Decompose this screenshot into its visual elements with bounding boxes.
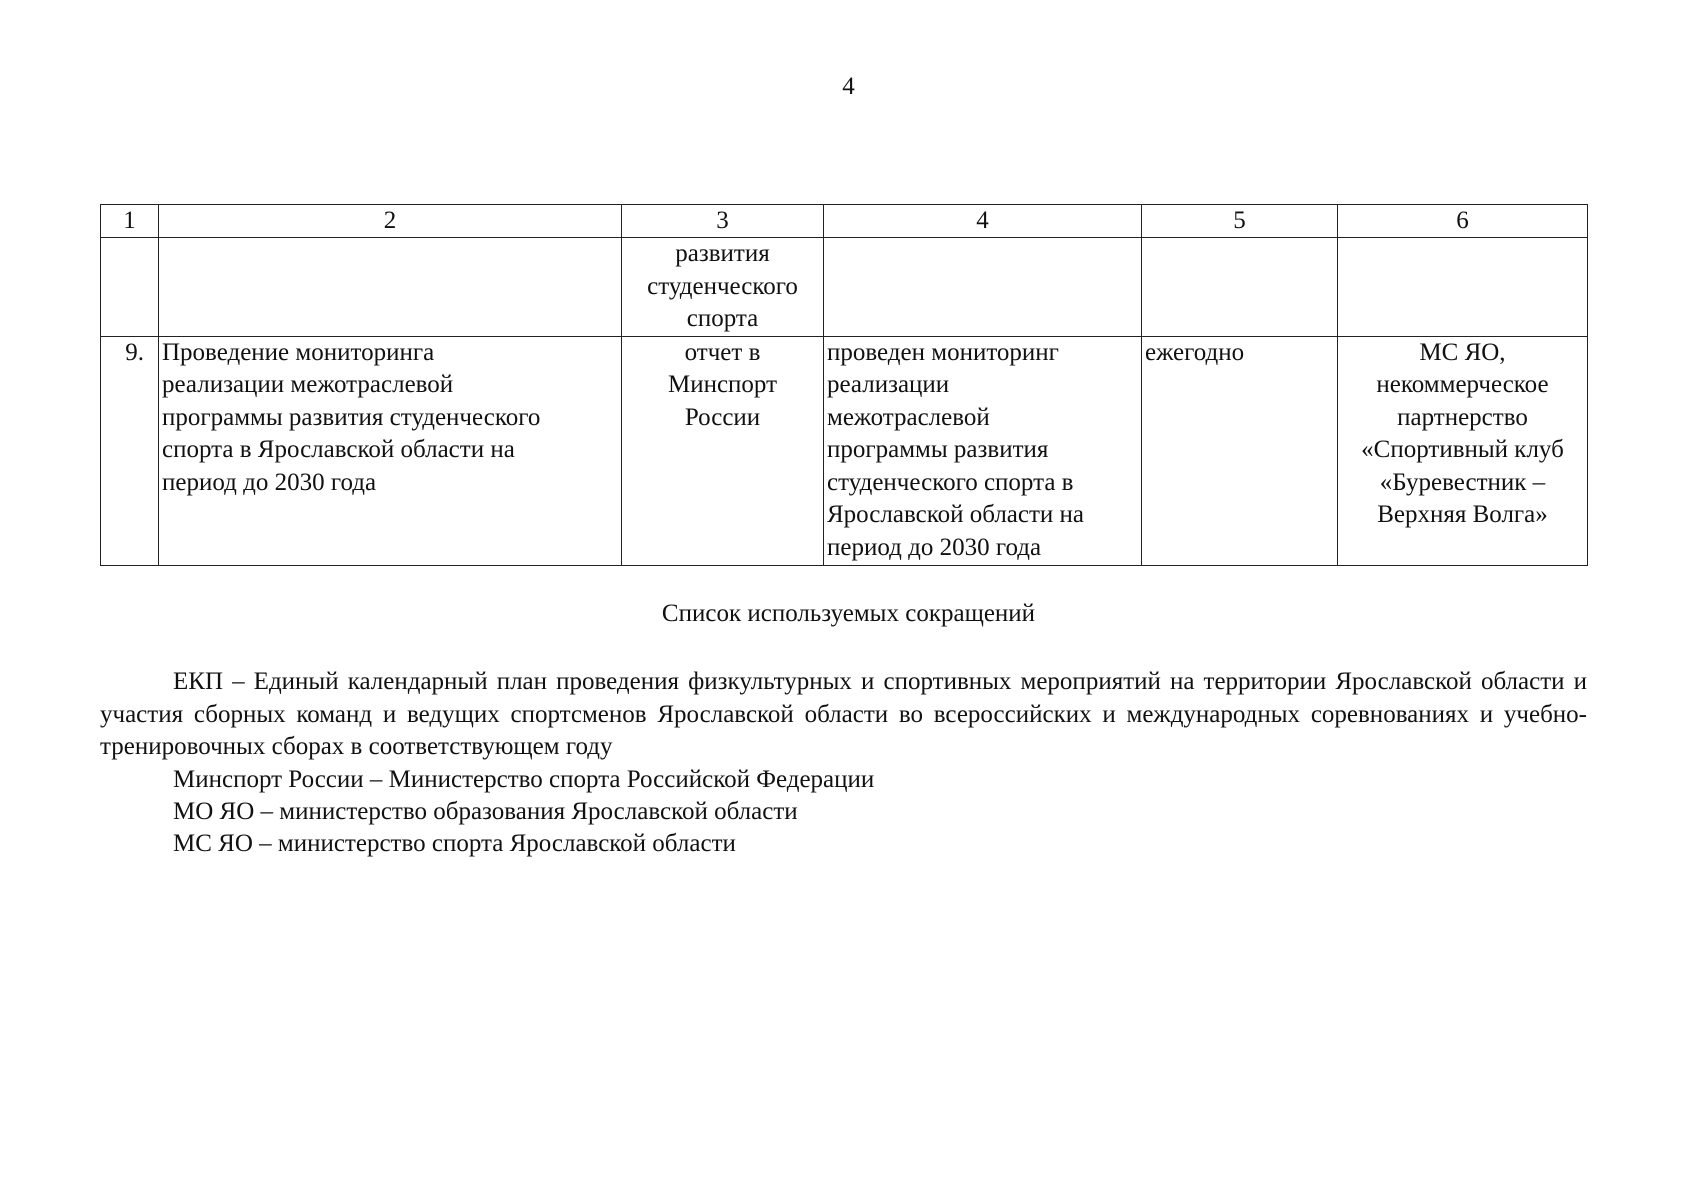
cell-line: МС ЯО, [1419,338,1506,366]
cell-event [159,238,622,337]
page-number: 4 [842,73,855,100]
events-table [100,204,1588,566]
cell-term: ежегодно [1142,336,1338,565]
cell-line: партнерство [1397,403,1528,431]
cell-term [1142,238,1338,337]
cell-line: Верхняя Волга» [1377,501,1548,528]
cell-line: межотраслевой [827,403,990,431]
cell-line: реализации [827,371,950,398]
abbreviation-ekp: ЕКП – Единый календарный план проведения физкультурных и спортивных мероприятий на территории Ярославской области и участия сборных команд и ведущих спортсменов Ярославской области во всероссийских и международных соревнованиях и учебно-тренировочных сборах в соответствующем году [100,668,1587,760]
column-number-4: 4 [824,205,1142,238]
cell-result [824,336,1142,565]
cell-line: студенческого спорта в [827,468,1074,496]
cell-line: реализации межотраслевой [162,371,454,398]
table-row-continuation [101,238,1588,337]
cell-line: студенческого [647,272,798,300]
cell-line: некоммерческое [1376,371,1549,398]
column-number-5: 5 [1142,205,1338,238]
column-number-1: 1 [101,205,159,238]
cell-line: развития [675,240,770,267]
cell-line: «Спортивный клуб [1361,436,1564,463]
cell-number [101,238,159,337]
cell-result [824,238,1142,337]
row-number: 9. [101,336,159,565]
cell-line: Проведение мониторинга [162,338,435,366]
cell-line: период до 2030 года [827,533,1042,561]
cell-line: спорта [686,305,759,332]
cell-event [159,336,622,565]
column-number-2: 2 [159,205,622,238]
table-header-row [101,205,1588,238]
cell-line: программы развития студенческого [162,403,541,431]
cell-document [622,336,824,565]
cell-line: программы развития [827,436,1049,463]
cell-line: проведен мониторинг [827,338,1059,366]
cell-line: период до 2030 года [162,468,377,496]
cell-line: России [684,403,761,431]
abbreviations-title: Список используемых сокращений [661,600,1036,627]
column-number-6: 6 [1338,205,1588,238]
cell-executor [1338,238,1588,337]
cell-line: «Буревестник – [1379,468,1546,496]
cell-line: Минспорт [667,371,778,398]
cell-executor [1338,336,1588,565]
abbreviation-minsport: Минспорт России – Министерство спорта Российской Федерации [173,766,875,793]
cell-document [622,238,824,337]
cell-line: отчет в [684,338,761,366]
cell-line: Ярославской области на [827,501,1085,528]
abbreviation-ms-yao: МС ЯО – министерство спорта Ярославской области [173,830,736,857]
table-row-9 [101,336,1588,565]
abbreviation-mo-yao: МО ЯО – министерство образования Ярославской области [173,798,798,825]
cell-line: спорта в Ярославской области на [162,436,515,463]
column-number-3: 3 [622,205,824,238]
